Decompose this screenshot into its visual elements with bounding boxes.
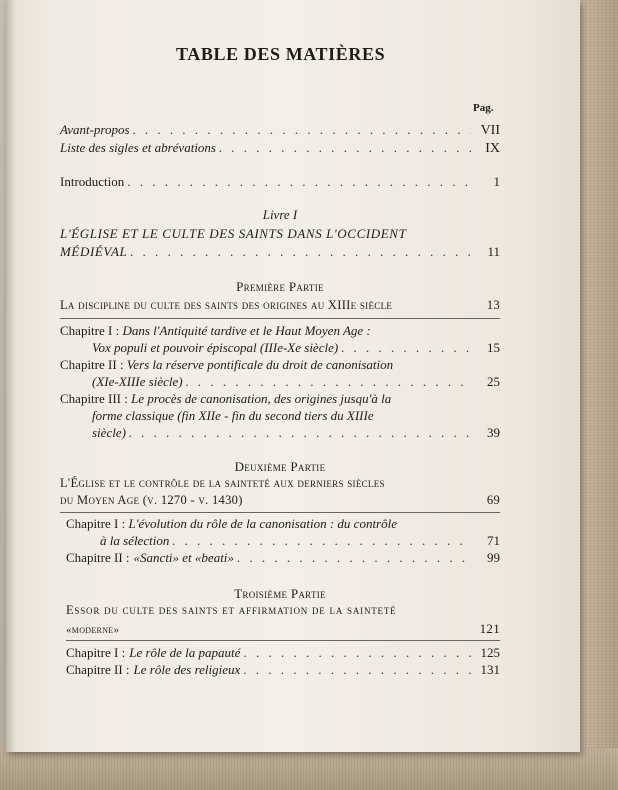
part-3-title-line-1: Essor du culte des saints et affirmation de la sainteté (66, 603, 397, 617)
page-number: 13 (486, 298, 500, 312)
page-title: TABLE DES MATIÈRES (176, 44, 386, 64)
divider (60, 512, 500, 513)
toc-entry-p1-ch1-line-1[interactable]: Chapitre I : Dans l'Antiquité tardive et le Haut Moyen Age : (60, 323, 371, 338)
leader-dots (172, 533, 471, 549)
leader-dots (130, 244, 471, 260)
chapter-label: Chapitre II : (66, 550, 130, 565)
toc-entry-p1-ch1-line-2[interactable]: Vox populi et pouvoir épiscopal (IIIe-Xe siècle) . . . 15 (92, 340, 500, 358)
page-number: 39 (487, 425, 500, 440)
page-number: 15 (487, 340, 500, 355)
page-number: 71 (487, 533, 500, 548)
page-number: IX (485, 141, 500, 156)
chapter-label: Chapitre I : (60, 323, 120, 338)
toc-entry-p1-ch3-line-1[interactable]: Chapitre III : Le procès de canonisation, des origines jusqu'à la (60, 391, 392, 406)
leader-dots (243, 645, 471, 661)
page-number: 69 (486, 493, 500, 507)
toc-entry-p3-ch2[interactable]: Chapitre II : Le rôle des religieux . . . 131 (66, 662, 500, 680)
leader-dots (133, 122, 471, 138)
divider (60, 318, 500, 319)
page-number: 11 (487, 244, 500, 259)
page-number: VII (480, 123, 500, 138)
leader-dots (341, 340, 471, 356)
livre-heading: Livre I (262, 207, 298, 222)
toc-entry-part-2[interactable]: du Moyen Age (v. 1270 - v. 1430) 69 (60, 493, 500, 507)
toc-entry-part-1[interactable]: La discipline du culte des saints des origines au XIIIe siècle 13 (60, 298, 500, 312)
toc-entry-p3-ch1[interactable]: Chapitre I : Le rôle de la papauté . . . 125 (66, 645, 500, 663)
page-number: 125 (480, 645, 500, 660)
part-2-title-line-1: L'Église et le contrôle de la sainteté aux derniers siècles (60, 476, 385, 490)
page-number: 131 (480, 662, 500, 677)
livre-title-line-1: L'ÉGLISE ET LE CULTE DES SAINTS DANS L'OCCIDENT (60, 226, 407, 241)
part-2-heading: Deuxième Partie (234, 459, 326, 474)
toc-entry-p2-ch2[interactable]: Chapitre II : «Sancti» et «beati» . . . 99 (66, 550, 500, 568)
part-3-heading: Troisième Partie (234, 586, 326, 601)
toc-entry-part-3[interactable]: «moderne» 121 (66, 621, 500, 636)
leader-dots (127, 174, 471, 190)
divider (66, 640, 500, 641)
toc-entry-livre-1[interactable]: MÉDIÉVAL . . . 11 (60, 244, 500, 262)
toc-entry-p2-ch1-line-2[interactable]: à la sélection . . . 71 (100, 533, 500, 551)
leader-dots (243, 662, 471, 678)
part-1-heading: Première Partie (236, 279, 324, 294)
toc-entry-introduction[interactable]: Introduction . . . 1 (60, 174, 500, 192)
page-number: 121 (479, 621, 500, 636)
toc-entry-p1-ch2-line-1[interactable]: Chapitre II : Vers la réserve pontificale du droit de canonisation (60, 357, 394, 372)
chapter-label: Chapitre II : (60, 357, 124, 372)
toc-entry-avant-propos[interactable]: Avant-propos . . . VII (60, 122, 500, 140)
toc-entry-sigles[interactable]: Liste des sigles et abrévations . . . IX (60, 140, 500, 158)
leader-dots (237, 550, 471, 566)
page-number: 25 (487, 374, 500, 389)
toc-entry-p1-ch2-line-2[interactable]: (XIe-XIIIe siècle) . . . 25 (92, 374, 500, 392)
leader-dots (186, 374, 471, 390)
toc-entry-p2-ch1-line-1[interactable]: Chapitre I : L'évolution du rôle de la canonisation : du contrôle (66, 516, 397, 531)
chapter-label: Chapitre III : (60, 391, 128, 406)
page-number: 1 (493, 174, 500, 189)
toc-entry-p1-ch3-line-3[interactable]: siècle) . . . 39 (92, 425, 500, 443)
toc-entry-p1-ch3-line-2: forme classique (fin XIIe - fin du second tiers du XIIIe (92, 408, 374, 423)
page-number: 99 (487, 550, 500, 565)
chapter-label: Chapitre II : (66, 662, 130, 677)
chapter-label: Chapitre I : (66, 516, 126, 531)
chapter-label: Chapitre I : (66, 645, 126, 660)
leader-dots (129, 425, 471, 441)
leader-dots (219, 140, 471, 156)
page-column-label: Pag. (473, 102, 494, 114)
